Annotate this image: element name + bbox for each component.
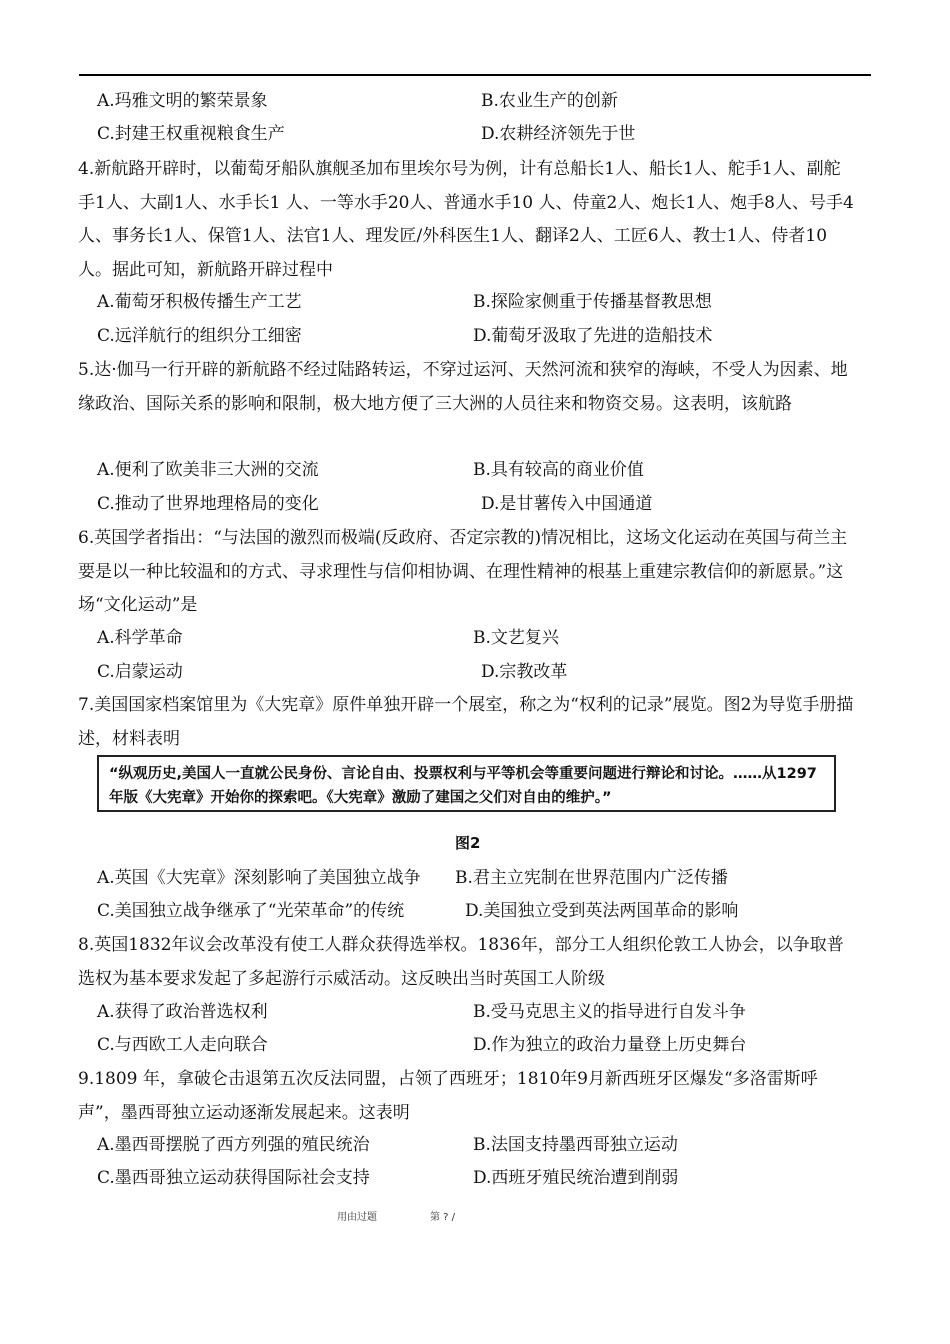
q6-option-b: B.文艺复兴 [473, 628, 559, 648]
footer-left-text: 用由过题 [337, 1212, 377, 1223]
q7-option-a: A.英国《大宪章》深刻影响了美国独立战争 [97, 868, 421, 888]
q9-option-a: A.墨西哥摆脱了西方列强的殖民统治 [97, 1135, 370, 1155]
q7-stem: 7.美国国家档案馆里为《大宪章》原件单独开辟一个展室，称之为“权利的记录”展览。图2为导览手册描述，材料表明 [78, 695, 854, 749]
q9-option-d: D.西班牙殖民统治遭到削弱 [473, 1168, 679, 1188]
q8-option-d: D.作为独立的政治力量登上历史舞台 [473, 1035, 747, 1055]
q5-option-b: B.具有较高的商业价值 [473, 460, 644, 480]
q3-option-c: C.封建王权重视粮食生产 [97, 124, 285, 144]
q9-option-b: B.法国支持墨西哥独立运动 [473, 1135, 678, 1155]
q5-option-a: A.便利了欧美非三大洲的交流 [97, 460, 319, 480]
q3-option-d: D.农耕经济领先于世 [481, 124, 636, 144]
q4-option-c: C.远洋航行的组织分工细密 [97, 326, 302, 346]
q9-option-c: C.墨西哥独立运动获得国际社会支持 [97, 1168, 370, 1188]
q7-option-b: B.君主立宪制在世界范围内广泛传播 [455, 868, 728, 888]
q8-option-b: B.受马克思主义的指导进行自发斗争 [473, 1002, 746, 1022]
page-number: 第 ? / [430, 1212, 456, 1223]
q6-option-c: C.启蒙运动 [97, 662, 183, 682]
q4-stem: 4.新航路开辟时，以葡萄牙船队旗舰圣加布里埃尔号为例，计有总船长1人、船长1人、舵手1人、副舵手1人、大副1人、水手长1 人、一等水手20人、普通水手10 人、侍童2人、炮长1人、炮手8人、号手4人、事务长1人、保管1人、法官1人、理发匠/外科医生1人、翻译2人、工匠6人、教士1人、侍者10人。据此可知，新航路开辟过程中 [78, 159, 854, 280]
top-rule [79, 74, 871, 76]
q8-stem: 8.英国1832年议会改革没有使工人群众获得选举权。1836年，部分工人组织伦敦工人协会，以争取普选权为基本要求发起了多起游行示威活动。这反映出当时英国工人阶级 [78, 935, 844, 989]
q4-option-a: A.葡萄牙积极传播生产工艺 [97, 292, 302, 312]
q5-option-d: D.是甘薯传入中国通道 [481, 494, 653, 514]
q7-option-d: D.美国独立受到英法两国革命的影响 [465, 901, 739, 921]
q8-option-c: C.与西欧工人走向联合 [97, 1035, 268, 1055]
q7-option-c: C.美国独立战争继承了“光荣革命”的传统 [97, 901, 405, 921]
q5-option-c: C.推动了世界地理格局的变化 [97, 494, 319, 514]
q3-option-b: B.农业生产的创新 [481, 91, 618, 111]
q4-option-b: B.探险家侧重于传播基督教思想 [473, 292, 712, 312]
q6-stem: 6.英国学者指出：“与法国的激烈而极端(反政府、否定宗教的)情况相比，这场文化运动在英国与荷兰主要是以一种比较温和的方式、寻求理性与信仰相协调、在理性精神的根基上重建宗教信仰的新愿景。”这场“文化运动”是 [78, 528, 848, 615]
q9-stem: 9.1809 年，拿破仑击退第五次反法同盟，占领了西班牙；1810年9月新西班牙区爆发“多洛雷斯呼声”，墨西哥独立运动逐渐发展起来。这表明 [78, 1069, 818, 1123]
q7-quote-box: “纵观历史,美国人一直就公民身份、言论自由、投票权利与平等机会等重要问题进行辩论和讨论。……从1297年版《大宪章》开始你的探索吧。《大宪章》激励了建国之父们对自由的维护。” [97, 755, 836, 812]
q3-option-a: A.玛雅文明的繁荣景象 [97, 91, 268, 111]
q6-option-d: D.宗教改革 [481, 662, 568, 682]
q4-option-d: D.葡萄牙汲取了先进的造船技术 [473, 326, 713, 346]
q8-option-a: A.获得了政治普选权利 [97, 1002, 268, 1022]
figure-label: 图2 [455, 834, 481, 852]
q5-stem: 5.达·伽马一行开辟的新航路不经过陆路转运，不穿过运河、天然河流和狭窄的海峡，不受人为因素、地缘政治、国际关系的影响和限制，极大地方便了三大洲的人员往来和物资交易。这表明，该航路 [78, 360, 848, 414]
q6-option-a: A.科学革命 [97, 628, 183, 648]
